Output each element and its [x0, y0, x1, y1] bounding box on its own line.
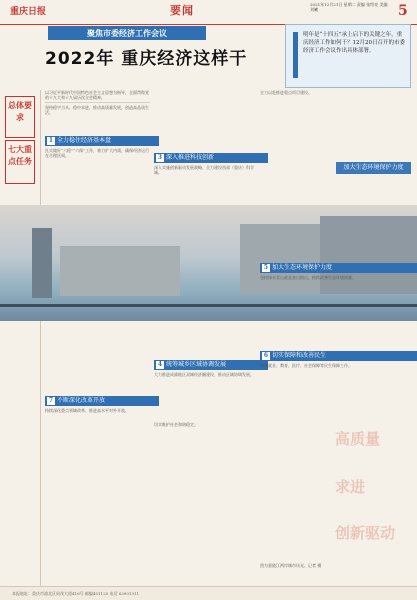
article-paragraph: 持续深化重点领域改革，推进高水平对外开放。 — [45, 408, 129, 413]
article-paragraph: 扎实做好“六稳”“六保”工作，着力扩大内需，确保经济运行在合理区间。 — [45, 148, 150, 158]
article-paragraph: 切实维护社会和谐稳定。 — [154, 422, 198, 427]
section-title: 要闻 — [170, 4, 194, 17]
article-paragraph: 大力推进成渝地区双城经济圈建设，推动区域协调发展。 — [154, 372, 254, 377]
section-heading — [45, 136, 159, 146]
article-column — [45, 408, 150, 586]
section-title: 切实保障和改善民生 — [272, 352, 327, 359]
column-divider — [40, 90, 41, 590]
rail-block-tasks: 七大重点任务 — [5, 140, 35, 184]
article-paragraph: 全力以赴推进重点项目建设。 — [260, 90, 312, 95]
rail-block-overall: 总体要求 — [5, 96, 35, 138]
section-number: 6 — [263, 352, 269, 359]
section-title: 统筹城乡区域协调发展 — [166, 361, 227, 368]
watermark-text: 高质量 — [335, 430, 381, 448]
sidebar-heading: 加大生态环境保护力度 — [336, 162, 411, 174]
section-number: 7 — [48, 397, 54, 404]
article-paragraph: 深入实施创新驱动发展战略，全力建设西部（重庆）科学城。 — [154, 165, 254, 175]
newspaper-logo: 重庆日报 — [10, 7, 47, 17]
section-number: 5 — [263, 264, 269, 271]
photo-caption: 图为嘉陵江两岸城市风光。记者 摄 — [260, 563, 322, 568]
section-number: 1 — [48, 137, 54, 144]
article-column — [260, 275, 408, 347]
section-title: 不断深化改革开放 — [57, 397, 106, 404]
section-title: 全力稳住经济基本盘 — [57, 137, 112, 144]
issue-date: 2021年12月21日 星期二 责编 张绍亮 美编 刘曦 — [310, 2, 388, 12]
section-heading — [154, 360, 268, 370]
article-column — [154, 422, 256, 586]
summary-text: 明年是“十四五”承上启下的关键之年，重庆经济工作如何干？12月20日召开的市委经济工作会议作出具体部署。 — [303, 32, 405, 54]
article-paragraph: 以习近平新时代中国特色社会主义思想为指导，全面贯彻党的十九大和十九届历次全会精神。 — [45, 90, 149, 100]
summary-accent — [293, 32, 298, 78]
footer: 本报地址：重庆市渝北区同茂大道416号 邮编401120 电话 63901311 — [0, 586, 417, 600]
section-number: 3 — [157, 154, 163, 161]
article-column — [260, 90, 332, 200]
page-number: 5 — [398, 3, 408, 19]
article-column — [154, 372, 256, 407]
watermark-text: 创新驱动 — [335, 524, 396, 542]
watermark-text: 求进 — [335, 478, 366, 496]
article-paragraph: 加强就业、教育、医疗、社会保障等民生保障工作。 — [260, 363, 352, 368]
article-paragraph: 坚持绿水青山就是金山银山，持续改善生态环境质量。 — [260, 275, 356, 280]
section-number: 4 — [157, 361, 163, 368]
sidebar — [336, 90, 411, 160]
section-title: 深入推进科技创新 — [166, 154, 215, 161]
city-block — [60, 246, 180, 296]
section-heading — [260, 351, 417, 361]
section-heading — [260, 263, 417, 273]
section-heading — [154, 153, 268, 163]
article-paragraph: 坚持稳字当头、稳中求进，推动高质量发展，创造高品质生活。 — [45, 105, 149, 115]
summary-box — [285, 24, 411, 88]
divider — [45, 102, 150, 103]
main-headline: 2022年 重庆经济这样干 — [45, 49, 248, 69]
section-heading — [45, 396, 159, 406]
bridge-tower — [32, 228, 52, 298]
banner-label: 聚焦市委经济工作会议 — [48, 26, 206, 40]
masthead — [0, 0, 417, 25]
section-title: 加大生态环境保护力度 — [272, 264, 333, 271]
decorative-watermark — [335, 430, 410, 560]
